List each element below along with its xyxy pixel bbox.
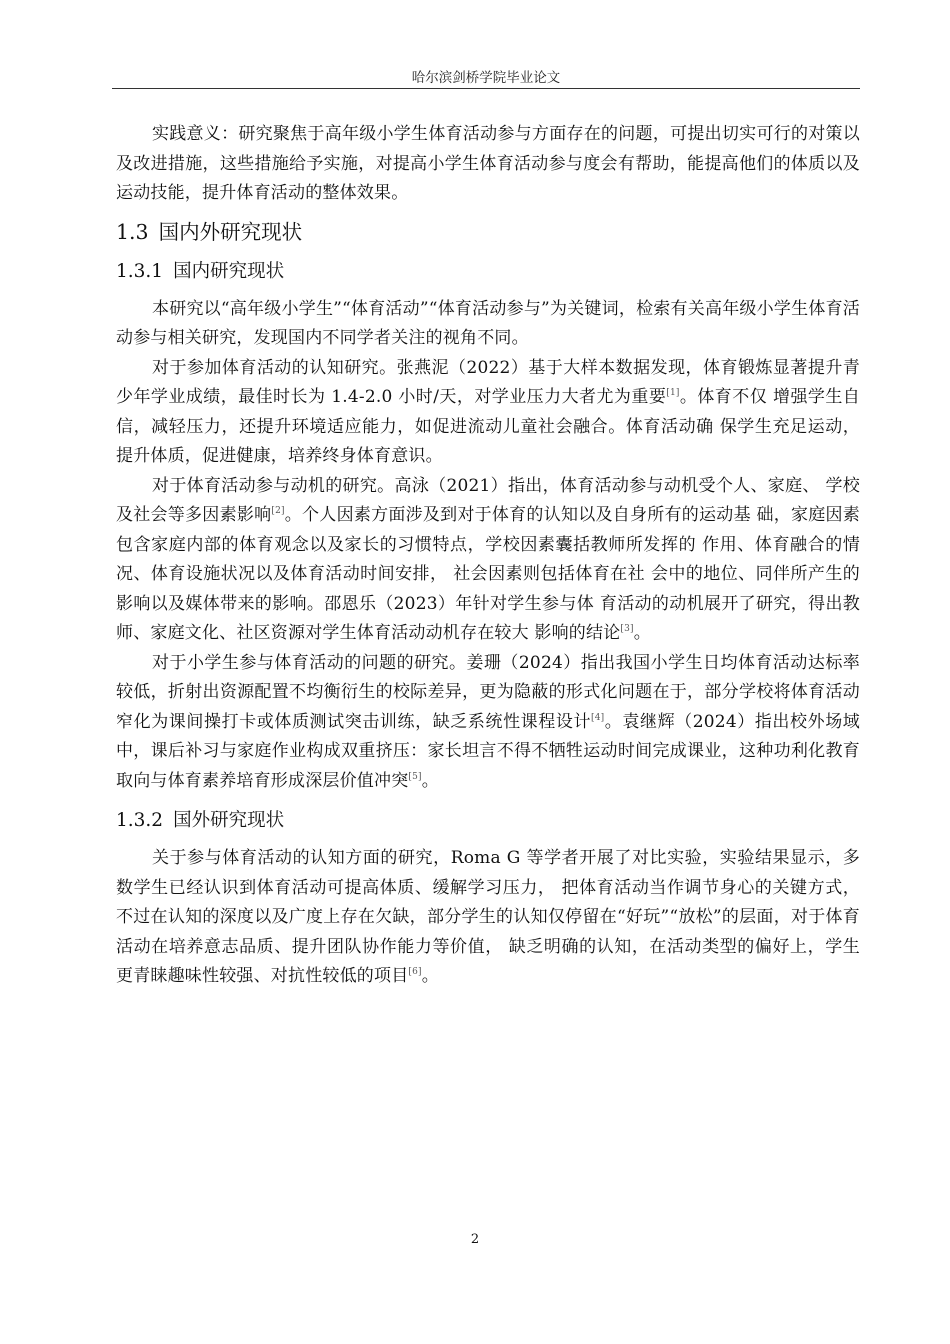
page-number: 2 [470,1232,480,1247]
citation-2: [2] [271,506,285,516]
paragraph-text: 对于参加体育活动的认知研究。张燕泥（2022）基于大样本数据发现，体育锻炼显著提升青少年学业成绩，最佳时长为 1.4-2.0 小时/天，对学业压力大者尤为重要 [116,357,860,407]
subsection-title: 国内研究现状 [173,260,285,282]
paragraph-text: 。 [421,770,439,791]
section-title: 国内外研究现状 [158,219,303,244]
citation-1: [1] [666,388,680,398]
paragraph-text: 对于小学生参与体育活动的问题的研究。姜珊（2024）指出我国小学生日均体育活动达标率较低，折射出资源配置不均衡衍生的校际差异，更为隐蔽的形式化问题在于，部分学校将体育活动窄化为课间操打卡或体质测试突击训练，缺乏系统性课程设计 [116,652,860,732]
header-divider [112,88,860,89]
subsection-heading-1-3-2 [116,806,860,836]
citation-5: [5] [408,771,422,782]
paragraph-cognition-research [116,354,860,472]
subsection-title: 国外研究现状 [173,810,285,831]
subsection-heading-1-3-1 [116,257,860,287]
paragraph-problem-research [116,649,860,797]
document-body [116,120,860,992]
paragraph-text: 。 [633,623,651,643]
section-heading-1-3 [116,217,860,247]
citation-4: [4] [591,712,605,723]
paragraph-motivation-research [116,472,860,649]
citation-3: [3] [620,624,634,634]
paragraph-text: 关于参与体育活动的认知方面的研究，Roma G 等学者开展了对比实验，实验结果显示，多数学生已经认识到体育活动可提高体质、缓解学习压力， 把体育活动当作调节身心的关键方式，不过在认知的深度以及广度上存在欠缺，部分学生的认知仅停留在“好玩”“放松”的层面，对于体育活动在培养意志品质、提升团队协作能力等价值， 缺乏明确的认知，在活动类型的偏好上，学生更青睐趣味性较强、对抗性较低的项目 [116,848,860,986]
paragraph-text: 。袁继辉（2024）指出校外场域中，课后补习与家庭作业构成双重挤压：家长坦言不得不牺牲运动时间完成课业，这种功利化教育取向与体育素养培育形成深层价值冲突 [116,711,860,791]
paragraph-text: 。 [421,966,439,986]
paragraph-text: 对于体育活动参与动机的研究。高泳（2021）指出，体育活动参与动机受个人、家庭、 学校及社会等多因素影响 [116,475,860,525]
paragraph-keywords: 本研究以“高年级小学生”“体育活动”“体育活动参与”为关键词，检索有关高年级小学生体育活动参与相关研究，发现国内不同学者关注的视角不同。 [116,298,860,348]
running-header: 哈尔滨剑桥学院毕业论文 [411,70,561,86]
subsection-number: 1.3.1 [116,260,164,282]
citation-6: [6] [408,967,422,977]
paragraph-text: 。体育不仅 增强学生自信，减轻压力，还提升环境适应能力，如促进流动儿童社会融合。体育活动确 保学生充足运动，提升体质，促进健康，培养终身体育意识。 [116,387,861,466]
paragraph-text: 。个人因素方面涉及到对于体育的认知以及自身所有的运动基 础，家庭因素包含家庭内部的体育观念以及家长的习惯特点，学校因素囊括教师所发挥的 作用、体育融合的情况、体育设施状况以及体育活动时间安排， 社会因素则包括体育在社 会中的地位、同伴所产生的影响以及媒体带来的影响。邵恩乐（2023）年针对学生参与体 育活动的动机展开了研究，得出教师、家庭文化、社区资源对学生体育活动动机存在较大 影响的结论 [116,505,860,643]
section-number: 1.3 [116,219,149,244]
paragraph-foreign-cognition [116,844,860,992]
paragraph-practical-significance: 实践意义：研究聚焦于高年级小学生体育活动参与方面存在的问题，可提出切实可行的对策以及改进措施，这些措施给予实施，对提高小学生体育活动参与度会有帮助，能提高他们的体质以及运动技能，提升体育活动的整体效果。 [116,124,860,203]
subsection-number: 1.3.2 [116,810,164,831]
